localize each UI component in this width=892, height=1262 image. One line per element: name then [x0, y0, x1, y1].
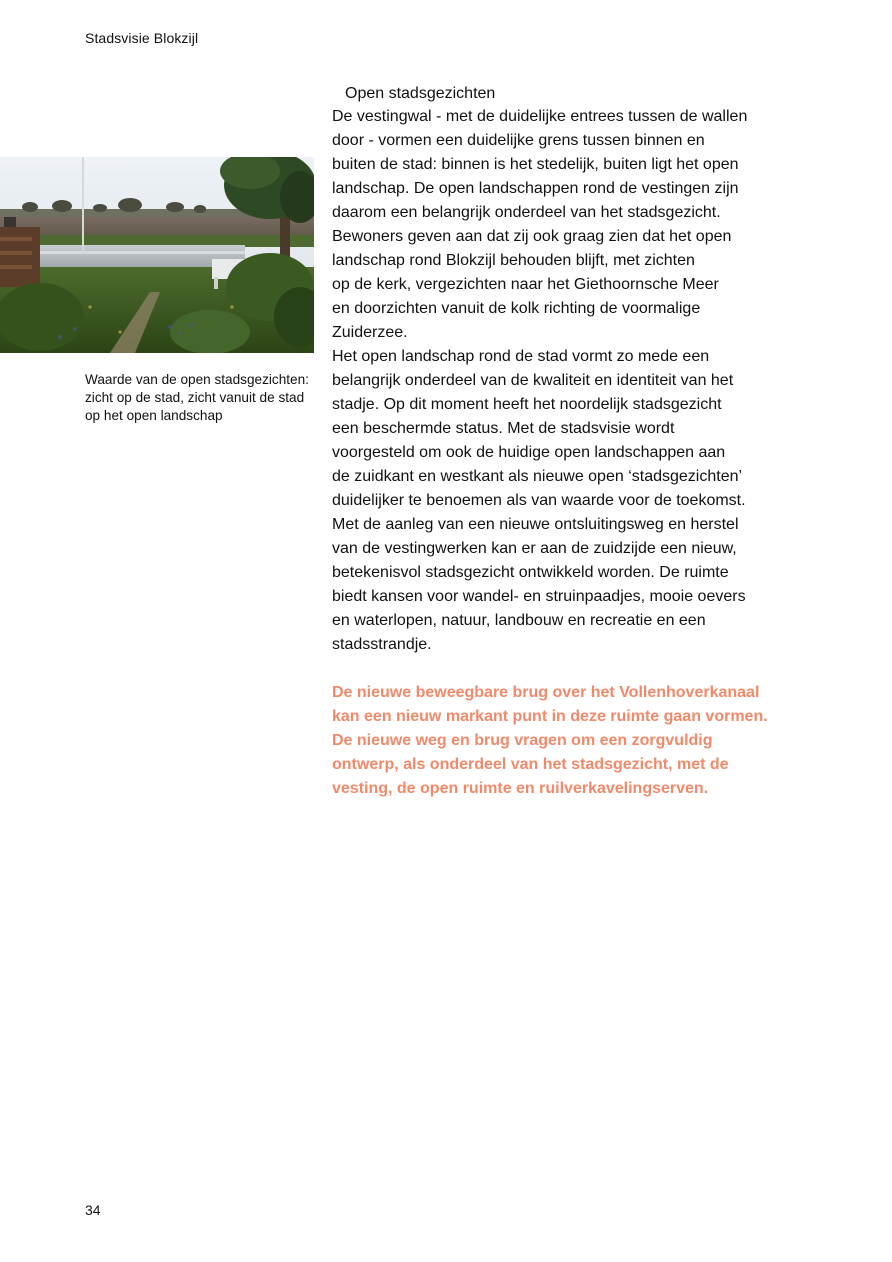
body-text: De vestingwal - met de duidelijke entrees tussen de wallen door - vormen een duidelijke grens tussen binnen en buiten de stad: binnen is het stedelijk, buiten ligt het open landschap. De open landschappen rond de vestingen zijn daarom een belangrijk onderdeel van het stadsgezicht. Bewoners geven aan dat zij ook graag zien dat het open landschap rond Blokzijl behouden blijft, met zichten op de kerk, vergezichten naar het Giethoornsche Meer en doorzichten vanuit de kolk richting de voormalige Zuiderzee. Het open landschap rond de stad vormt zo mede een belangrijk onderdeel van de kwaliteit en identiteit van het stadje. Op dit moment heeft het noordelijk stadsgezicht een beschermde status. Met de stadsvisie wordt voorgesteld om ook de huidige open landschappen aan de zuidkant en westkant als nieuwe open ‘stadsgezichten’ duidelijker te benoemen als van waarde voor de toekomst. Met de aanleg van een nieuwe ontsluitingsweg en herstel van de vestingwerken kan er aan de zuidzijde een nieuw, betekenisvol stadsgezicht ontwikkeld worden. De ruimte biedt kansen voor wandel- en struinpaadjes, mooie oevers en waterlopen, natuur, landbouw en recreatie en een stadsstrandje. [332, 108, 748, 653]
highlight-text: De nieuwe beweegbare brug over het Vollenhoverkanaal kan een nieuw markant punt in deze ruimte gaan vormen. De nieuwe weg en brug vragen om een zorgvuldig ontwerp, als onderdeel van het stadsgezicht, met de vesting, de open ruimte en ruilverkavelingserven. [332, 684, 768, 797]
landscape-photo [0, 157, 314, 353]
photo-caption: Waarde van de open stadsgezichten: zicht op de stad, zicht vanuit de stad op het open landschap [85, 372, 309, 423]
running-header: Stadsvisie Blokzijl [85, 30, 199, 46]
page-number: 34 [85, 1202, 101, 1218]
section-heading: Open stadsgezichten [345, 85, 496, 102]
